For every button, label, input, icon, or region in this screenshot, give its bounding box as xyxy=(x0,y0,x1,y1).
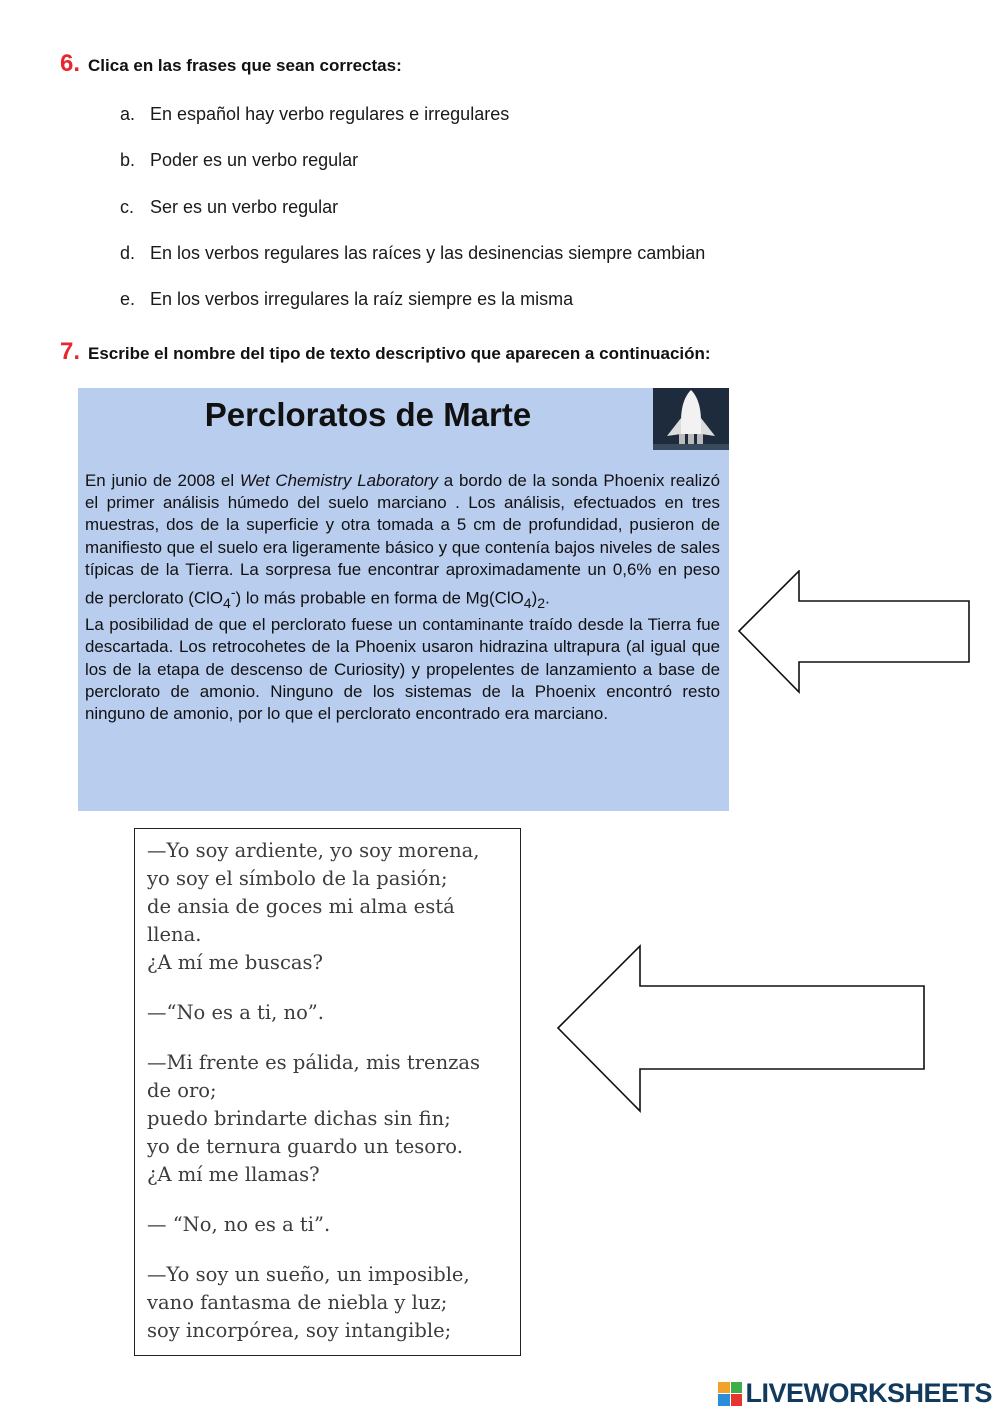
option-a[interactable] xyxy=(120,104,705,150)
poem-line: puedo brindarte dichas sin fin; xyxy=(147,1107,451,1130)
poem-stanza xyxy=(147,1211,520,1239)
question-number: 7. xyxy=(60,338,81,365)
article-image xyxy=(78,388,729,811)
poem-stanza xyxy=(147,837,520,977)
question-number: 6. xyxy=(60,50,81,77)
poem-line: de ansia de goces mi alma está xyxy=(147,895,455,918)
poem-stanza xyxy=(147,999,520,1027)
option-letter: d. xyxy=(120,242,136,263)
option-text: Ser es un verbo regular xyxy=(150,196,339,217)
option-b[interactable] xyxy=(120,150,705,196)
brand-name: LIVEWORKSHEETS xyxy=(745,1378,992,1408)
answer-arrow-1[interactable] xyxy=(738,570,972,694)
poem-stanza xyxy=(147,1049,520,1189)
article-body xyxy=(85,470,720,725)
poem-line: yo soy el símbolo de la pasión; xyxy=(147,867,448,890)
answer-arrow-2[interactable] xyxy=(556,944,928,1114)
poem-line: llena. xyxy=(147,923,202,946)
poem-line: —Mi frente es pálida, mis trenzas xyxy=(147,1051,481,1074)
option-text: En español hay verbo regulares e irregulares xyxy=(150,104,510,124)
option-text: En los verbos irregulares la raíz siempre es la misma xyxy=(150,289,574,310)
article-paragraph: La posibilidad de que el perclorato fuese un contaminante traído desde la Tierra fue descartada. Los retrocohetes de la Phoenix usaron hidrazina ultrapura (al igual que los de la etapa de descenso de Curiosity) y propelentes de lanzamiento a base de perclorato de amonio. Ninguno de los sistemas de la Phoenix encontró resto ninguno de amonio, por lo que el perclorato encontrado era marciano. xyxy=(85,615,720,724)
poem-stanza xyxy=(147,1261,520,1345)
poem-line: vano fantasma de niebla y luz; xyxy=(147,1291,448,1314)
option-letter: b. xyxy=(120,150,136,171)
poem-line: —Yo soy un sueño, un imposible, xyxy=(147,1263,470,1286)
poem-box xyxy=(134,828,521,1356)
option-text: Poder es un verbo regular xyxy=(150,150,359,171)
option-c[interactable] xyxy=(120,197,705,243)
option-d[interactable] xyxy=(120,243,705,289)
poem-line: yo de ternura guardo un tesoro. xyxy=(147,1135,463,1158)
space-shuttle-icon xyxy=(653,388,729,450)
poem-line: ¿A mí me llamas? xyxy=(147,1163,320,1186)
poem-line: —Yo soy ardiente, yo soy morena, xyxy=(147,839,480,862)
liveworksheets-logo xyxy=(718,1378,992,1409)
poem-line: soy incorpórea, soy intangible; xyxy=(147,1319,452,1342)
poem-line: —“No es a ti, no”. xyxy=(147,1001,324,1024)
article-paragraph: En junio de 2008 el Wet Chemistry Laboratory a bordo de la sonda Phoenix realizó el primer análisis húmedo del suelo marciano . Los análisis, efectuados en tres muestras, dos de la superficie y otra tomada a 5 cm de profundidad, pusieron de manifiesto que el suelo era ligeramente básico y que contenía bajos niveles de sales típicas de la Tierra. La sorpresa fue encontrar aproximadamente un 0,6% en peso de perclorato (ClO$_4$-) lo más probable en forma de $Mg(ClO_4)_2$. xyxy=(85,471,720,612)
question-prompt: Escribe el nombre del tipo de texto descriptivo que aparecen a continuación: xyxy=(88,344,711,363)
logo-mark-icon xyxy=(718,1382,742,1406)
question-prompt: Clica en las frases que sean correctas: xyxy=(88,56,402,75)
poem-line: de oro; xyxy=(147,1079,217,1102)
answer-options xyxy=(120,104,705,335)
option-text: En los verbos regulares las raíces y las desinencias siempre cambian xyxy=(150,242,706,263)
option-letter: e. xyxy=(120,289,136,310)
poem-line: ¿A mí me buscas? xyxy=(147,951,323,974)
poem-line: — “No, no es a ti”. xyxy=(147,1213,331,1236)
question-7-heading xyxy=(60,338,711,366)
option-e[interactable] xyxy=(120,289,705,335)
option-letter: c. xyxy=(120,196,135,217)
article-title: Percloratos de Marte xyxy=(204,396,532,433)
question-6-heading xyxy=(60,50,402,78)
option-letter: a. xyxy=(120,104,136,124)
